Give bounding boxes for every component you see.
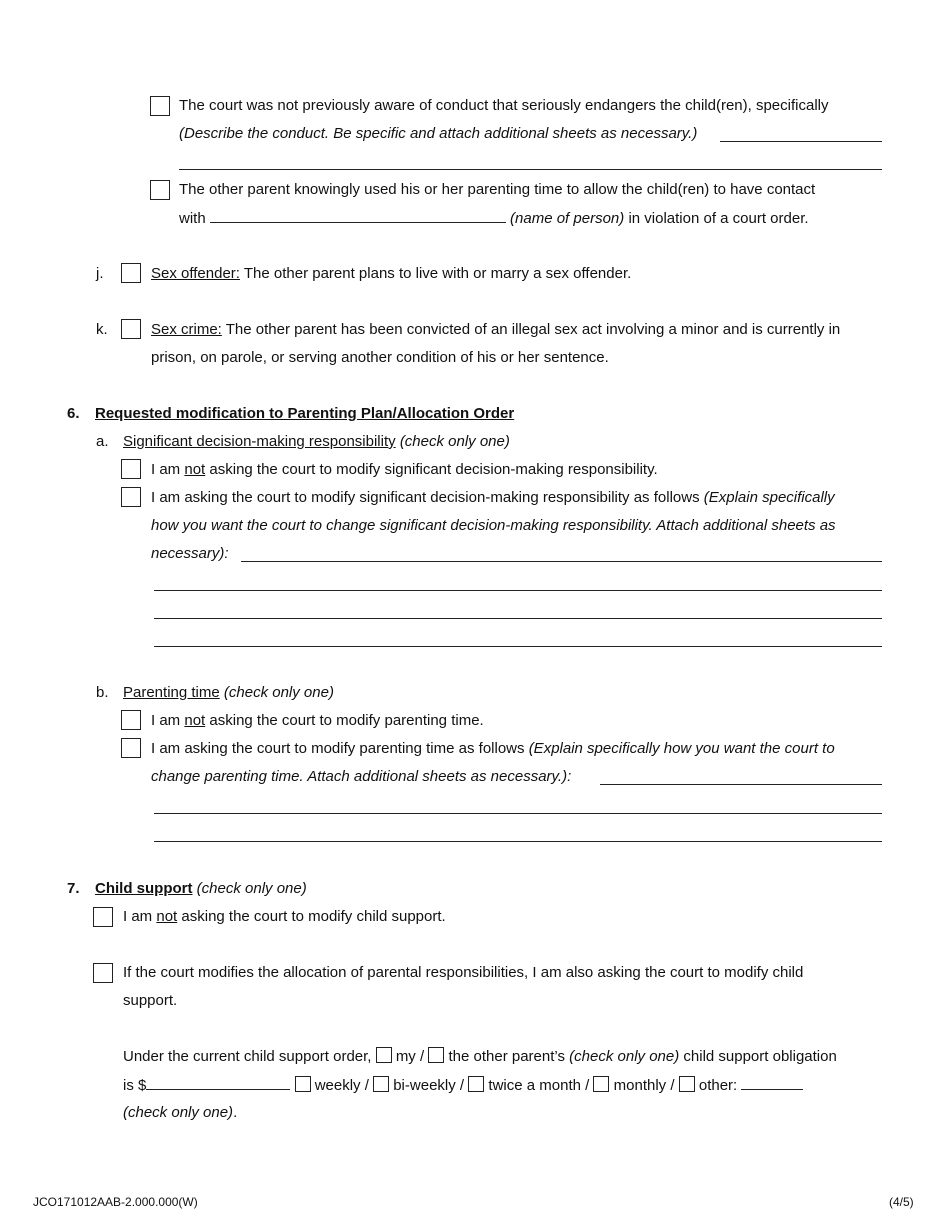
weekly-label: weekly / — [314, 1077, 369, 1094]
monthly-label: monthly / — [613, 1077, 675, 1094]
sex-offender-checkbox[interactable] — [121, 263, 141, 283]
parenting-time-hint: (check only one) — [223, 684, 334, 701]
item-j-letter: j. — [96, 265, 104, 282]
monthly-checkbox[interactable] — [593, 1076, 609, 1092]
decision-not-modify-checkbox[interactable] — [121, 459, 141, 479]
item-6a-heading — [123, 432, 510, 452]
opt-instr-1: (Explain specifically — [703, 489, 835, 506]
parenting-modify-line-1 — [151, 739, 835, 759]
parenting-modify-line-2 — [151, 767, 571, 787]
opt-text: I am asking the court to modify parenting time as follows — [151, 740, 525, 757]
item-k-line-1 — [151, 320, 840, 340]
court-unaware-text: The court was not previously aware of conduct that seriously endangers the child(ren), specifically — [179, 97, 829, 114]
support-not-modify-text — [123, 907, 446, 927]
court-unaware-instruction — [179, 124, 697, 144]
support-modify-text-2: support. — [123, 992, 178, 1009]
contact-text-2: in violation of a court order. — [628, 210, 809, 227]
sex-offender-text: The other parent plans to live with or marry a sex offender. — [243, 265, 632, 282]
other-frequency-blank[interactable] — [741, 1075, 803, 1090]
weekly-checkbox[interactable] — [295, 1076, 311, 1092]
contact-line-2 — [179, 208, 809, 229]
contact-with-label: with — [179, 210, 206, 227]
other-frequency-checkbox[interactable] — [679, 1076, 695, 1092]
contact-name-hint: (name of person) — [510, 210, 625, 227]
decision-modify-line-1 — [151, 488, 835, 508]
support-modify-checkbox[interactable] — [93, 963, 113, 983]
section-6-title: Requested modification to Parenting Plan/Allocation Order — [95, 405, 515, 422]
support-not-modify-checkbox[interactable] — [93, 907, 113, 927]
item-6b-heading — [123, 683, 334, 703]
opt-not: not — [156, 908, 178, 925]
parenting-blank-3[interactable] — [154, 841, 882, 842]
parenting-not-modify-text — [151, 711, 484, 731]
support-modify-text-1: If the court modifies the allocation of parental responsibilities, I am also asking the court to modify child — [123, 964, 804, 981]
parenting-blank-1[interactable] — [600, 784, 882, 785]
decision-blank-4[interactable] — [154, 646, 882, 647]
amount-line — [123, 1075, 803, 1096]
obligation-label: child support obligation — [683, 1048, 837, 1065]
twice-month-checkbox[interactable] — [468, 1076, 484, 1092]
sex-crime-checkbox[interactable] — [121, 319, 141, 339]
decision-making-hint: (check only one) — [399, 433, 510, 450]
final-hint: (check only one) — [123, 1104, 234, 1121]
parenting-modify-checkbox[interactable] — [121, 738, 141, 758]
contact-name-blank[interactable] — [210, 208, 506, 223]
sex-crime-text-2: prison, on parole, or serving another condition of his or her sentence. — [151, 349, 609, 366]
opt-instr-2: how you want the court to change significant decision-making responsibility. Attach additional sheets as — [151, 517, 836, 534]
opt-pre: I am — [151, 461, 181, 478]
biweekly-label: bi-weekly / — [393, 1077, 465, 1094]
other-frequency-label: other: — [698, 1077, 738, 1094]
court-unaware-checkbox[interactable] — [150, 96, 170, 116]
opt-pre: I am — [123, 908, 153, 925]
opt-pre: I am — [151, 712, 181, 729]
opt-not: not — [184, 712, 206, 729]
check-hint: (check only one) — [569, 1048, 680, 1065]
child-support-hint: (check only one) — [196, 880, 307, 897]
decision-blank-1[interactable] — [241, 561, 882, 562]
item-k-letter: k. — [96, 321, 108, 338]
decision-blank-3[interactable] — [154, 618, 882, 619]
final-period: . — [233, 1104, 238, 1121]
biweekly-checkbox[interactable] — [373, 1076, 389, 1092]
instruction-text: (Describe the conduct. Be specific and attach additional sheets as necessary.) — [179, 125, 698, 142]
my-checkbox[interactable] — [376, 1047, 392, 1063]
parenting-time-title: Parenting time — [123, 684, 220, 701]
child-support-title: Child support — [95, 880, 193, 897]
item-j-line — [151, 264, 631, 284]
opt-post: asking the court to modify child support. — [181, 908, 446, 925]
parenting-blank-2[interactable] — [154, 813, 882, 814]
other-parent-checkbox[interactable] — [428, 1047, 444, 1063]
my-label: my / — [395, 1048, 425, 1065]
opt-not: not — [184, 461, 206, 478]
section-7-number: 7. — [67, 880, 80, 897]
opt-instr-3: necessary): — [151, 545, 229, 562]
form-id: JCO171012AAB-2.000.000(W) — [33, 1195, 198, 1209]
amount-prefix: is $ — [123, 1077, 147, 1094]
decision-blank-2[interactable] — [154, 590, 882, 591]
current-pre: Under the current child support order, — [123, 1048, 372, 1065]
section-7-heading — [95, 879, 307, 899]
sex-crime-title: Sex crime: — [151, 321, 222, 338]
sex-offender-title: Sex offender: — [151, 265, 240, 282]
page-number: (4/5) — [889, 1195, 914, 1209]
opt-instr-2: change parenting time. Attach additional sheets as necessary.): — [151, 768, 572, 785]
item-6b-letter: b. — [96, 684, 109, 701]
current-order-line — [123, 1047, 837, 1067]
decision-modify-line-2 — [151, 516, 836, 536]
final-hint-line — [123, 1103, 237, 1123]
decision-modify-line-3 — [151, 544, 229, 564]
other-parent-label: the other parent’s — [448, 1048, 565, 1065]
decision-making-title: Significant decision-making responsibility — [123, 433, 396, 450]
opt-instr-1: (Explain specifically how you want the court to — [528, 740, 835, 757]
section-6-number: 6. — [67, 405, 80, 422]
court-unaware-blank-1[interactable] — [720, 141, 882, 142]
contact-checkbox[interactable] — [150, 180, 170, 200]
amount-blank[interactable] — [146, 1075, 290, 1090]
sex-crime-text-1: The other parent has been convicted of an illegal sex act involving a minor and is currently in — [225, 321, 841, 338]
opt-post: asking the court to modify significant decision-making responsibility. — [209, 461, 658, 478]
decision-not-modify-text — [151, 460, 658, 480]
item-6a-letter: a. — [96, 433, 109, 450]
opt-post: asking the court to modify parenting time. — [209, 712, 484, 729]
court-unaware-blank-2[interactable] — [179, 169, 882, 170]
twice-month-label: twice a month / — [488, 1077, 590, 1094]
opt-text: I am asking the court to modify significant decision-making responsibility as follows — [151, 489, 700, 506]
contact-text-1: The other parent knowingly used his or her parenting time to allow the child(ren) to have contact — [179, 181, 816, 198]
decision-modify-checkbox[interactable] — [121, 487, 141, 507]
parenting-not-modify-checkbox[interactable] — [121, 710, 141, 730]
